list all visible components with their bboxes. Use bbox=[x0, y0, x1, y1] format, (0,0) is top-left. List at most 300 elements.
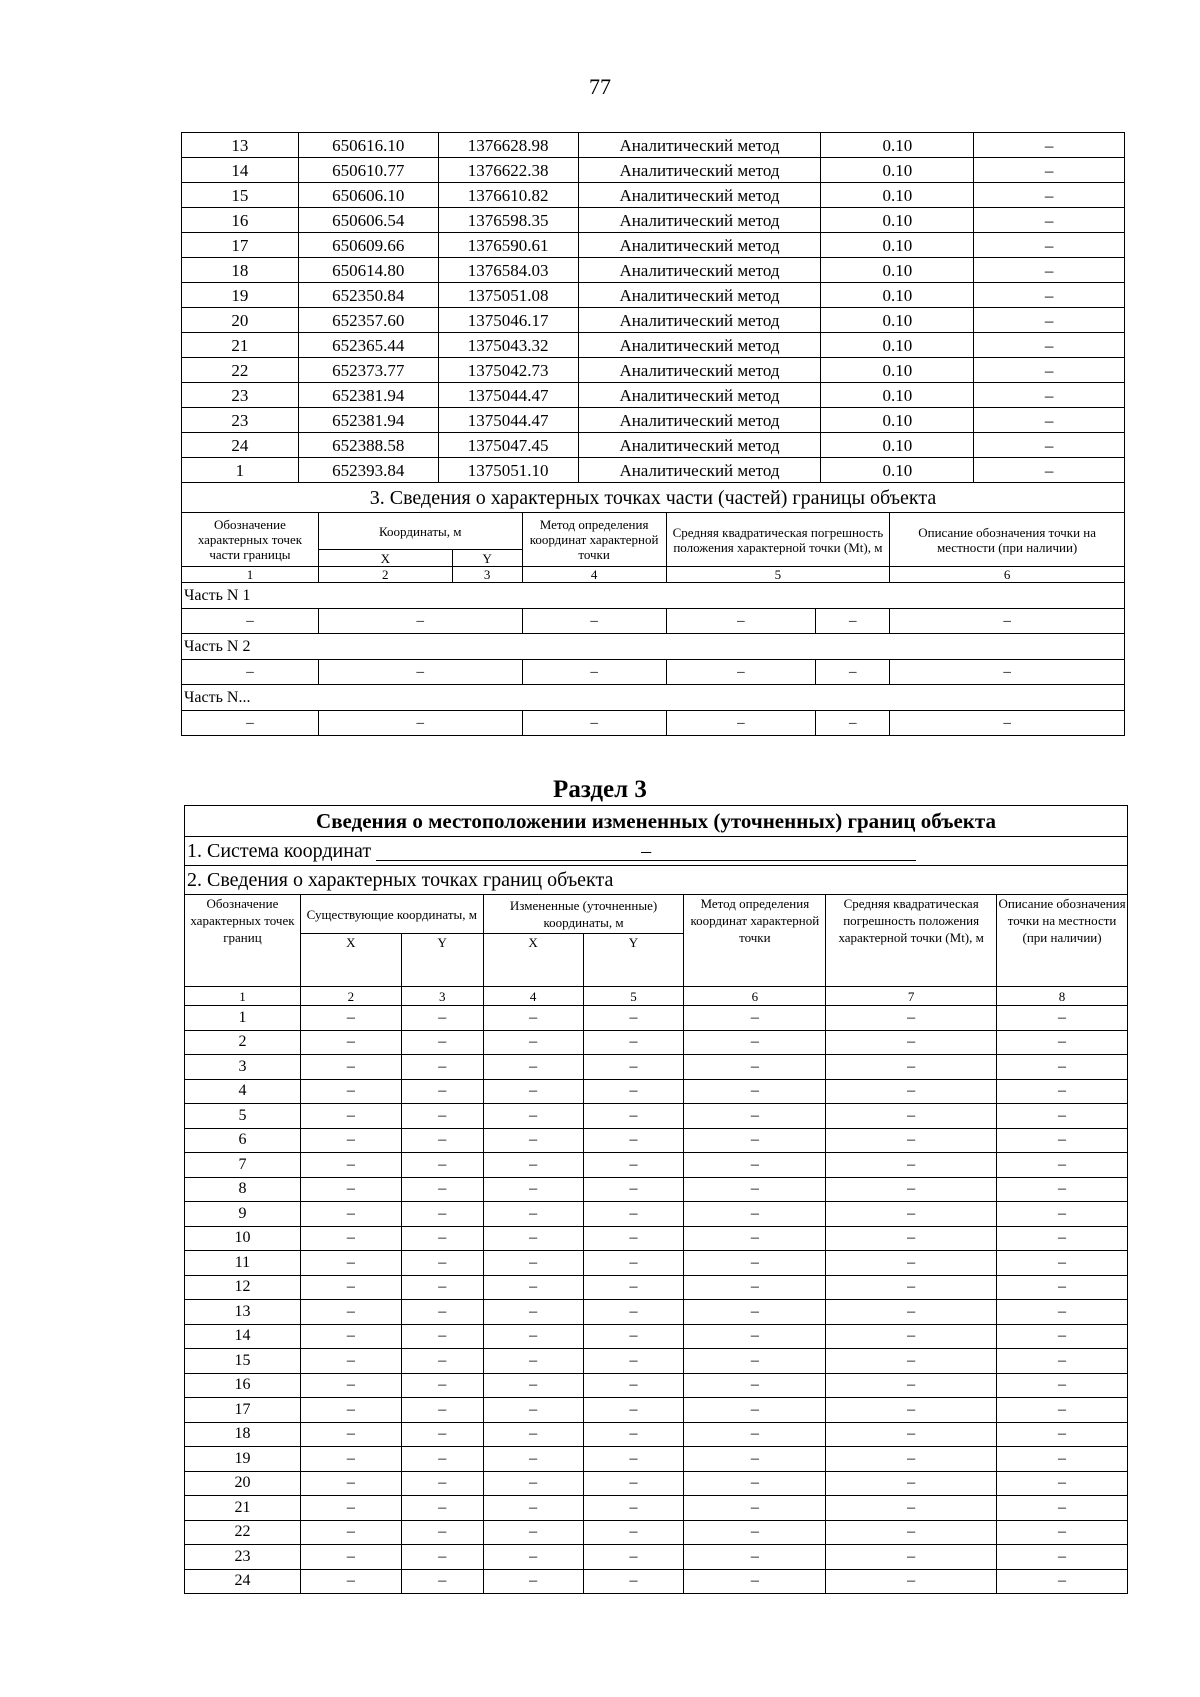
header-y-existing: Y bbox=[401, 934, 483, 987]
table-cell: 19 bbox=[182, 283, 299, 308]
table-cell: – bbox=[684, 1128, 826, 1153]
part-cell: – bbox=[522, 609, 666, 634]
table-cell: – bbox=[684, 1226, 826, 1251]
table-cell: – bbox=[401, 1030, 483, 1055]
table-cell: – bbox=[483, 1349, 583, 1374]
table-cell: 0.10 bbox=[821, 408, 974, 433]
table-cell: 0.10 bbox=[821, 333, 974, 358]
col-number: 3 bbox=[401, 987, 483, 1006]
table-row bbox=[185, 1520, 1128, 1545]
col-number: 2 bbox=[318, 567, 452, 583]
table-cell: 3 bbox=[185, 1055, 301, 1080]
table-row bbox=[185, 1251, 1128, 1276]
page-number: 77 bbox=[589, 74, 611, 99]
table-cell: 650610.77 bbox=[298, 158, 438, 183]
part-cell: – bbox=[816, 711, 890, 736]
table-row bbox=[185, 1324, 1128, 1349]
points-table-body bbox=[182, 133, 1125, 483]
table-cell: 9 bbox=[185, 1202, 301, 1227]
section-heading: Раздел 3 bbox=[553, 776, 647, 803]
table-row bbox=[185, 1496, 1128, 1521]
table-cell: – bbox=[300, 1324, 401, 1349]
table-cell: – bbox=[826, 1447, 997, 1472]
table-cell: – bbox=[826, 1373, 997, 1398]
table-cell: – bbox=[826, 1251, 997, 1276]
table-cell: 1376584.03 bbox=[438, 258, 578, 283]
table-row bbox=[185, 1006, 1128, 1031]
table-cell: 0.10 bbox=[821, 133, 974, 158]
table-cell: – bbox=[300, 1398, 401, 1423]
header-x: X bbox=[318, 550, 452, 567]
table-cell: – bbox=[483, 1079, 583, 1104]
table-cell: – bbox=[401, 1202, 483, 1227]
table-cell: – bbox=[974, 158, 1125, 183]
table-cell: 652373.77 bbox=[298, 358, 438, 383]
part-label: Часть N... bbox=[182, 685, 1125, 711]
table-cell: – bbox=[583, 1545, 684, 1570]
table-cell: – bbox=[483, 1520, 583, 1545]
table-cell: 16 bbox=[182, 208, 299, 233]
header-x-existing: X bbox=[300, 934, 401, 987]
table-cell: – bbox=[401, 1520, 483, 1545]
table-cell: 24 bbox=[185, 1569, 301, 1594]
table-cell: 0.10 bbox=[821, 258, 974, 283]
table-cell: – bbox=[826, 1422, 997, 1447]
points-section-label: 2. Сведения о характерных точках границ объекта bbox=[185, 866, 1128, 895]
table-cell: – bbox=[583, 1226, 684, 1251]
table-cell: – bbox=[583, 1030, 684, 1055]
table-cell: – bbox=[583, 1006, 684, 1031]
table-row bbox=[182, 333, 1125, 358]
table-cell: 0.10 bbox=[821, 183, 974, 208]
table-cell: 0.10 bbox=[821, 233, 974, 258]
table-cell: Аналитический метод bbox=[578, 458, 821, 483]
table-cell: – bbox=[826, 1079, 997, 1104]
table-cell: – bbox=[974, 233, 1125, 258]
table-cell: – bbox=[483, 1153, 583, 1178]
table-cell: 650616.10 bbox=[298, 133, 438, 158]
table-cell: – bbox=[401, 1226, 483, 1251]
table-cell: – bbox=[483, 1006, 583, 1031]
table-cell: 652388.58 bbox=[298, 433, 438, 458]
table-row bbox=[182, 258, 1125, 283]
coordinate-system-label: 1. Система координат bbox=[187, 840, 372, 862]
table-cell: – bbox=[483, 1569, 583, 1594]
table-cell: – bbox=[483, 1030, 583, 1055]
table-cell: – bbox=[826, 1275, 997, 1300]
table-cell: – bbox=[974, 433, 1125, 458]
table-row bbox=[185, 1055, 1128, 1080]
table-cell: – bbox=[300, 1422, 401, 1447]
table-cell: Аналитический метод bbox=[578, 308, 821, 333]
table-cell: – bbox=[684, 1349, 826, 1374]
table-cell: 18 bbox=[182, 258, 299, 283]
table-cell: – bbox=[826, 1349, 997, 1374]
part-cell: – bbox=[890, 660, 1125, 685]
table-cell: – bbox=[997, 1202, 1128, 1227]
table-cell: 0.10 bbox=[821, 358, 974, 383]
table-cell: – bbox=[997, 1422, 1128, 1447]
table-cell: – bbox=[300, 1079, 401, 1104]
table-cell: – bbox=[583, 1275, 684, 1300]
table-row bbox=[185, 1104, 1128, 1129]
table-cell: – bbox=[401, 1104, 483, 1129]
col-number: 4 bbox=[522, 567, 666, 583]
table-cell: 22 bbox=[182, 358, 299, 383]
table-cell: – bbox=[401, 1128, 483, 1153]
table-cell: 1375051.08 bbox=[438, 283, 578, 308]
table-cell: 0.10 bbox=[821, 283, 974, 308]
table-cell: – bbox=[684, 1202, 826, 1227]
table-cell: – bbox=[583, 1496, 684, 1521]
table-cell: Аналитический метод bbox=[578, 283, 821, 308]
table-cell: – bbox=[300, 1471, 401, 1496]
table-cell: 6 bbox=[185, 1128, 301, 1153]
table-cell: – bbox=[483, 1177, 583, 1202]
table-cell: – bbox=[401, 1275, 483, 1300]
table-cell: 1375044.47 bbox=[438, 408, 578, 433]
table-row bbox=[182, 408, 1125, 433]
table-cell: – bbox=[483, 1202, 583, 1227]
table-cell: 21 bbox=[182, 333, 299, 358]
table-cell: – bbox=[300, 1055, 401, 1080]
table-cell: 15 bbox=[185, 1349, 301, 1374]
table-row bbox=[185, 1300, 1128, 1325]
table-cell: – bbox=[997, 1128, 1128, 1153]
table-cell: – bbox=[583, 1398, 684, 1423]
table-cell: 652365.44 bbox=[298, 333, 438, 358]
table-cell: – bbox=[997, 1079, 1128, 1104]
table-cell: 1 bbox=[182, 458, 299, 483]
part-cell: – bbox=[666, 609, 816, 634]
table-cell: 1375044.47 bbox=[438, 383, 578, 408]
table-cell: – bbox=[974, 258, 1125, 283]
table-cell: – bbox=[684, 1520, 826, 1545]
table-cell: 0.10 bbox=[821, 308, 974, 333]
table-cell: – bbox=[583, 1177, 684, 1202]
table-row bbox=[182, 283, 1125, 308]
table-row bbox=[182, 233, 1125, 258]
part-cell: – bbox=[890, 609, 1125, 634]
table-cell: Аналитический метод bbox=[578, 183, 821, 208]
header-existing-coords: Существующие координаты, м bbox=[300, 895, 483, 934]
col-number: 8 bbox=[997, 987, 1128, 1006]
table-row bbox=[185, 1030, 1128, 1055]
header-part-points: Обозначение характерных точек части границы bbox=[182, 513, 319, 567]
table-cell: – bbox=[974, 333, 1125, 358]
table-cell: – bbox=[483, 1055, 583, 1080]
table-cell: – bbox=[997, 1520, 1128, 1545]
table-row bbox=[182, 383, 1125, 408]
table-cell: – bbox=[997, 1447, 1128, 1472]
table-cell: 1376628.98 bbox=[438, 133, 578, 158]
table-cell: – bbox=[401, 1324, 483, 1349]
table-cell: – bbox=[684, 1496, 826, 1521]
table-cell: – bbox=[483, 1373, 583, 1398]
table-cell: – bbox=[583, 1300, 684, 1325]
table-cell: – bbox=[483, 1128, 583, 1153]
part-cell: – bbox=[182, 711, 319, 736]
table-cell: – bbox=[826, 1226, 997, 1251]
table-cell: – bbox=[300, 1030, 401, 1055]
table-cell: – bbox=[826, 1006, 997, 1031]
table-cell: – bbox=[684, 1030, 826, 1055]
table-row bbox=[185, 1545, 1128, 1570]
table-row bbox=[185, 1349, 1128, 1374]
part-cell: – bbox=[522, 660, 666, 685]
column-numbers-row bbox=[185, 987, 1128, 1006]
table-row bbox=[185, 1447, 1128, 1472]
table-cell: 8 bbox=[185, 1177, 301, 1202]
table-cell: – bbox=[583, 1471, 684, 1496]
table-cell: Аналитический метод bbox=[578, 333, 821, 358]
table-cell: 1375043.32 bbox=[438, 333, 578, 358]
table-cell: – bbox=[826, 1177, 997, 1202]
table-cell: – bbox=[826, 1324, 997, 1349]
table-cell: – bbox=[300, 1226, 401, 1251]
table-cell: – bbox=[974, 133, 1125, 158]
table-cell: 650614.80 bbox=[298, 258, 438, 283]
table-cell: 2 bbox=[185, 1030, 301, 1055]
table-row bbox=[185, 1202, 1128, 1227]
table-cell: – bbox=[826, 1055, 997, 1080]
table-cell: – bbox=[684, 1153, 826, 1178]
table-cell: – bbox=[684, 1275, 826, 1300]
header-accuracy: Средняя квадратическая погрешность положения характерной точки (Mt), м bbox=[666, 513, 890, 567]
header-y-changed: Y bbox=[583, 934, 684, 987]
table-cell: – bbox=[974, 183, 1125, 208]
table-cell: – bbox=[300, 1520, 401, 1545]
part-label: Часть N 2 bbox=[182, 634, 1125, 660]
table-cell: 650606.10 bbox=[298, 183, 438, 208]
table-cell: – bbox=[483, 1104, 583, 1129]
table-cell: – bbox=[684, 1055, 826, 1080]
table-cell: – bbox=[300, 1300, 401, 1325]
table-cell: 650609.66 bbox=[298, 233, 438, 258]
table-cell: – bbox=[826, 1300, 997, 1325]
coordinate-system-row bbox=[185, 837, 1128, 866]
table-cell: 17 bbox=[185, 1398, 301, 1423]
table-cell: – bbox=[583, 1520, 684, 1545]
table-cell: 13 bbox=[182, 133, 299, 158]
table-cell: 20 bbox=[185, 1471, 301, 1496]
table-cell: – bbox=[826, 1520, 997, 1545]
table-cell: 17 bbox=[182, 233, 299, 258]
col-number: 4 bbox=[483, 987, 583, 1006]
table-cell: – bbox=[300, 1128, 401, 1153]
table-cell: 0.10 bbox=[821, 433, 974, 458]
table-cell: – bbox=[997, 1398, 1128, 1423]
table-cell: – bbox=[583, 1324, 684, 1349]
table-cell: – bbox=[401, 1398, 483, 1423]
part-cell: – bbox=[318, 711, 522, 736]
table-cell: Аналитический метод bbox=[578, 408, 821, 433]
part-cell: – bbox=[890, 711, 1125, 736]
col-number: 6 bbox=[684, 987, 826, 1006]
table-cell: – bbox=[684, 1251, 826, 1276]
table-cell: – bbox=[483, 1422, 583, 1447]
table-cell: 652381.94 bbox=[298, 383, 438, 408]
table-cell: – bbox=[684, 1177, 826, 1202]
table-cell: – bbox=[826, 1398, 997, 1423]
table-cell: 13 bbox=[185, 1300, 301, 1325]
table-cell: – bbox=[997, 1226, 1128, 1251]
part-cell: – bbox=[816, 609, 890, 634]
table-cell: – bbox=[583, 1373, 684, 1398]
table-cell: – bbox=[401, 1177, 483, 1202]
table-cell: 23 bbox=[185, 1545, 301, 1570]
table-cell: – bbox=[997, 1251, 1128, 1276]
header-changed-coords: Измененные (уточненные) координаты, м bbox=[483, 895, 684, 934]
table-cell: 4 bbox=[185, 1079, 301, 1104]
table-cell: – bbox=[997, 1177, 1128, 1202]
table-cell: – bbox=[300, 1153, 401, 1178]
table-cell: – bbox=[684, 1471, 826, 1496]
header-description: Описание обозначения точки на местности (при наличии) bbox=[997, 895, 1128, 987]
table-cell: 7 bbox=[185, 1153, 301, 1178]
table-cell: – bbox=[300, 1447, 401, 1472]
table-cell: 1376610.82 bbox=[438, 183, 578, 208]
table-cell: 0.10 bbox=[821, 383, 974, 408]
table-cell: – bbox=[483, 1398, 583, 1423]
table-cell: 22 bbox=[185, 1520, 301, 1545]
table-row bbox=[182, 308, 1125, 333]
table-cell: 23 bbox=[182, 408, 299, 433]
table-cell: 1 bbox=[185, 1006, 301, 1031]
table-cell: – bbox=[997, 1275, 1128, 1300]
col-number: 1 bbox=[182, 567, 319, 583]
table-cell: – bbox=[300, 1006, 401, 1031]
table-title: Сведения о местоположении измененных (уточненных) границ объекта bbox=[185, 806, 1128, 837]
table-cell: – bbox=[401, 1569, 483, 1594]
table-cell: – bbox=[483, 1275, 583, 1300]
table-cell: – bbox=[401, 1300, 483, 1325]
table-cell: – bbox=[583, 1153, 684, 1178]
table-row bbox=[185, 1373, 1128, 1398]
table-row bbox=[182, 158, 1125, 183]
col-number: 3 bbox=[452, 567, 522, 583]
table-cell: – bbox=[974, 383, 1125, 408]
changed-borders-table bbox=[184, 805, 1128, 1594]
table-row bbox=[185, 1471, 1128, 1496]
table-cell: – bbox=[826, 1104, 997, 1129]
table-row bbox=[185, 1398, 1128, 1423]
table-cell: 0.10 bbox=[821, 158, 974, 183]
table-row bbox=[185, 1177, 1128, 1202]
table-row bbox=[182, 458, 1125, 483]
table-cell: 15 bbox=[182, 183, 299, 208]
table-cell: 1376590.61 bbox=[438, 233, 578, 258]
table-cell: Аналитический метод bbox=[578, 258, 821, 283]
table-cell: – bbox=[300, 1275, 401, 1300]
table-cell: – bbox=[401, 1153, 483, 1178]
table-cell: – bbox=[483, 1471, 583, 1496]
table-row bbox=[185, 1226, 1128, 1251]
table-cell: – bbox=[974, 308, 1125, 333]
table-cell: – bbox=[300, 1373, 401, 1398]
table-row bbox=[182, 183, 1125, 208]
section3-title: 3. Сведения о характерных точках части (частей) границы объекта bbox=[182, 483, 1125, 513]
table-cell: – bbox=[684, 1373, 826, 1398]
table-cell: – bbox=[300, 1104, 401, 1129]
table-cell: – bbox=[300, 1496, 401, 1521]
table-cell: – bbox=[684, 1398, 826, 1423]
table-cell: 19 bbox=[185, 1447, 301, 1472]
table-cell: – bbox=[401, 1251, 483, 1276]
part-cell: – bbox=[318, 660, 522, 685]
table-cell: Аналитический метод bbox=[578, 433, 821, 458]
table-cell: Аналитический метод bbox=[578, 133, 821, 158]
table-cell: – bbox=[401, 1545, 483, 1570]
table-cell: Аналитический метод bbox=[578, 383, 821, 408]
table-cell: – bbox=[997, 1153, 1128, 1178]
table-cell: 1375051.10 bbox=[438, 458, 578, 483]
table-cell: – bbox=[300, 1177, 401, 1202]
table-cell: – bbox=[974, 458, 1125, 483]
table-cell: – bbox=[997, 1373, 1128, 1398]
table-cell: 652350.84 bbox=[298, 283, 438, 308]
table-cell: – bbox=[974, 283, 1125, 308]
part-cell: – bbox=[666, 660, 816, 685]
table-cell: – bbox=[997, 1006, 1128, 1031]
table-cell: – bbox=[583, 1128, 684, 1153]
table-cell: – bbox=[300, 1569, 401, 1594]
table-cell: – bbox=[997, 1104, 1128, 1129]
table-cell: – bbox=[583, 1251, 684, 1276]
col-number: 7 bbox=[826, 987, 997, 1006]
table-row bbox=[185, 1275, 1128, 1300]
table-cell: – bbox=[997, 1300, 1128, 1325]
table-cell: 14 bbox=[182, 158, 299, 183]
table-cell: 652393.84 bbox=[298, 458, 438, 483]
table-cell: Аналитический метод bbox=[578, 208, 821, 233]
table-cell: 12 bbox=[185, 1275, 301, 1300]
part-cell: – bbox=[182, 609, 319, 634]
table-cell: – bbox=[401, 1447, 483, 1472]
table-cell: Аналитический метод bbox=[578, 233, 821, 258]
table-row bbox=[182, 433, 1125, 458]
table-cell: – bbox=[300, 1251, 401, 1276]
table-cell: 652381.94 bbox=[298, 408, 438, 433]
table-cell: – bbox=[997, 1569, 1128, 1594]
table-cell: – bbox=[300, 1545, 401, 1570]
table-cell: 1376622.38 bbox=[438, 158, 578, 183]
table-cell: – bbox=[826, 1153, 997, 1178]
table-cell: – bbox=[483, 1545, 583, 1570]
table-row bbox=[182, 358, 1125, 383]
coordinate-system-value: – bbox=[376, 842, 916, 861]
part-cell: – bbox=[816, 660, 890, 685]
table-cell: – bbox=[583, 1569, 684, 1594]
table-cell: – bbox=[401, 1496, 483, 1521]
parts-table bbox=[181, 482, 1125, 736]
table-cell: – bbox=[401, 1079, 483, 1104]
col-number: 1 bbox=[185, 987, 301, 1006]
table-cell: – bbox=[684, 1545, 826, 1570]
table-cell: – bbox=[826, 1471, 997, 1496]
table-cell: – bbox=[684, 1079, 826, 1104]
table-cell: – bbox=[583, 1422, 684, 1447]
table-cell: – bbox=[401, 1422, 483, 1447]
table-cell: – bbox=[974, 208, 1125, 233]
header-method: Метод определения координат характерной точки bbox=[522, 513, 666, 567]
header-border-points: Обозначение характерных точек границ bbox=[185, 895, 301, 987]
table-row bbox=[185, 1153, 1128, 1178]
table-cell: – bbox=[997, 1545, 1128, 1570]
header-accuracy: Средняя квадратическая погрешность положения характерной точки (Mt), м bbox=[826, 895, 997, 987]
header-x-changed: X bbox=[483, 934, 583, 987]
table-cell: – bbox=[483, 1251, 583, 1276]
